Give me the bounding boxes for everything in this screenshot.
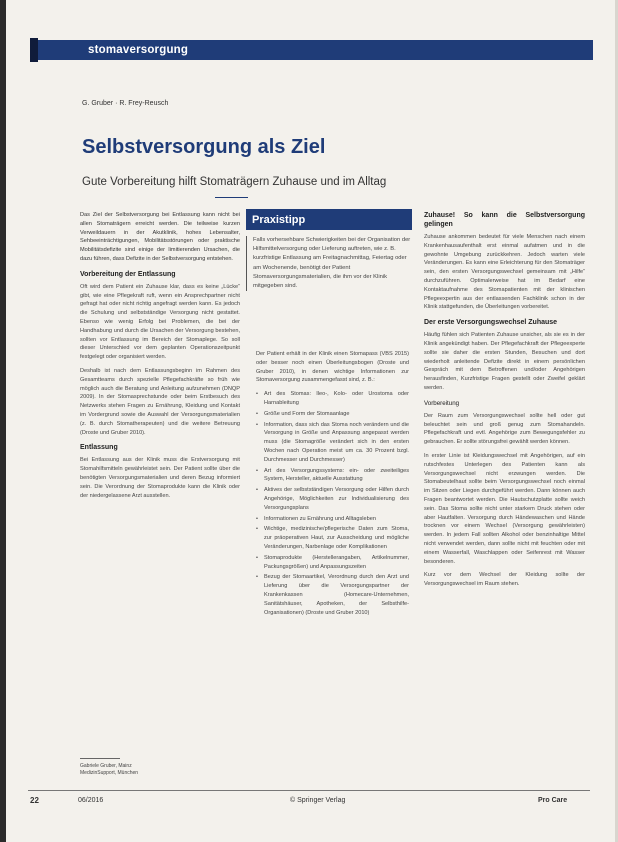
intro-paragraph: Das Ziel der Selbstversorgung bei Entlassung kann nicht bei allen Stomaträgern erreicht werden. Die teilweise kurzen Verweildauern in der Akutklinik, hohes Lebensalter, Sehbeeinträchtigungen, Mobilitätsstörungen oder praktische Mobilitätsdefizite sind einige der limitierenden Ursachen, die dazu führen, dass Defizite in der Selbstversorgung entstehen. <box>80 212 240 262</box>
paragraph: Oft wird dem Patient ein Zuhause klar, dass es keine „Lücke“ gibt, wie eine Pflegekraft ruft, wenn ein Ansprechpartner nicht gefragt hat oder nicht richtig angefragt werden kann. Es jedoch die Schulung und selbstständige Versorgung nicht gestattet. Ebenso wie wenig Erfolg bei Problemen, die bei der Handhabung und durch die Ursachen der Versorgung bestehen, sollten vor Entlassung im Bereich der Stomaplege. So soll dieser Unterschied vor dem geplanten Operationszeitpunkt festgelegt oder organisiert werden. <box>80 283 240 361</box>
paragraph: Deshalb ist nach dem Entlassungsbeginn im Rahmen des Gesamtteams durch spezielle Pflegefachkräfte so früh wie möglich auch die Beratung und Anleitung aufzunehmen (DNQP 2009). In der Stomasprechstunde oder beim Erstbesuch des Netzwerks stehen Fragen zu Ernährung, Kleidung und Kontakt im Vordergrund sowie die Auswahl der Versorgungsmaterialien (z. B. durch Stomatherapeuten) und die weitere Betreuung (Droste und Gruber 2010). <box>80 367 240 436</box>
author-footnote: Gabriele Gruber, Mainz MedizinSupport, München <box>80 763 139 776</box>
praxistipp-text: Falls vorhersehbare Schwierigkeiten bei der Organisation der Hilfsmittelversorgung oder Lieferung auftreten, wie z. B. kurzfristige Entlassung am Freitagnachmittag, Feiertag oder am Wochenende, benötigt der Patient Stomaversorgungsmaterialien, die ihm vor der Klinik mitgegeben sind. <box>246 236 412 291</box>
footnote-rule <box>80 758 120 759</box>
list-item: • Art des Versorgungssystems: ein- oder zweiteiliges System, Hersteller, aktuelle Ausstattung <box>256 467 409 485</box>
section-banner <box>30 40 593 60</box>
article-authors: G. Gruber · R. Frey-Reusch <box>82 100 169 107</box>
info-list <box>256 390 409 617</box>
list-item: • Information, dass sich das Stoma noch verändern und die Versorgung in Größe und Anpassung angepasst werden muss (die Stomagröße verändert sich in den ersten Wochen nach Operation meist um ca. 30 Prozent bzgl. Durchmesser und Durchmesser) <box>256 421 409 465</box>
issue-number: 06/2016 <box>78 797 104 804</box>
list-item: • Informationen zu Ernährung und Alltagsleben <box>256 515 409 524</box>
magazine-name: Pro Care <box>538 797 568 804</box>
praxistipp-box <box>246 209 412 331</box>
paragraph: Kurz vor dem Wechsel der Kleidung sollte der Versorgungswechsel im Raum stehen. <box>424 572 585 588</box>
paragraph: In erster Linie ist Kleidungswechsel mit Angehörigen, auf ein rutschfestes Unterlegen des Patienten kann als Versorgungswechsel nicht erzwungen werden. Die Stomabeutelhaut sollte beim Versorgungswechsel noch einmal im Sitzen oder Liegen durchgeführt werden. Dann können auch Fragen beantwortet werden. Die Hautschutzplatte sollte weich sein. Das Stoma sollte nicht unter starkem Druck stehen oder aber Hautfalten. Versorgung durch Händewaschen und Hände trocknen vor einem Wechsel (Versorgung gewährleisten) werden. In jedem Fall sollten Alkohol oder benzinhaltige Mittel nicht verwendet werden, dann sollte nicht mit feuchten oder mit einem Wasserfall, Waschlappen oder Seifenrest mit Wasser besonderen. <box>424 452 585 565</box>
publisher-credit: © Springer Verlag <box>290 797 346 804</box>
paragraph: Zuhause ankommen bedeutet für viele Menschen nach einem Krankenhausaufenthalt erst einmal aufatmen und in die gewohnte Umgebung zurückkehren. Jedoch warten viele Veränderungen. Es kann eine Erleichterung für den Stomaträger sein, den ersten Versorgungswechsel gemeinsam mit „Hilfe“ durchzuführen. Optimalerweise hat im Bedarf eine Kontaktaufnahme des Stomapatienten mit der klinischen Pflegeexpertin aus der entlassenden Fachklinik schon in der Klinik stattgefunden, die Überleitungen vorbereitet. <box>424 234 585 311</box>
paragraph: Der Patient erhält in der Klinik einen Stomapass (VBS 2015) oder besser noch einen Überleitungsbogen (Droste und Gruber 2010), in denen wichtige Informationen zur Stomaversorgung zusammengefasst sind, z. B.: <box>256 351 409 384</box>
section-title: stomaversorgung <box>88 44 189 56</box>
column-middle <box>256 350 409 619</box>
list-item: • Größe und Form der Stomaanlage <box>256 410 409 419</box>
page-edge <box>0 0 6 842</box>
list-item: • Wichtige, medizinische/pflegerische Daten zum Stoma, zur präoperativen Haut, zur Ausscheidung und mögliche Veränderungen, Narbenlage oder Komplikationen <box>256 525 409 551</box>
footer-rule <box>28 790 590 791</box>
list-item: • Stomaprodukte (Herstellerangaben, Artikelnummer, Packungsgrößen) und Anpassungszeiten <box>256 554 409 572</box>
banner-accent <box>30 38 38 62</box>
article-subtitle: Gute Vorbereitung hilft Stomaträgern Zuhause und im Alltag <box>82 176 387 188</box>
paragraph: Häufig fühlen sich Patienten Zuhause unsicher, als sie es in der Klinik angekündigt haben. Der Pflegefachkraft der Pflegeexperte sollte sie daher die ersten Stunden, Besuchen und dort wiederholt anleitende Defizite direkt in einem persönlichen Gespräch mit dem Betroffenen und/oder Angehörigen herausfinden, Kurzfristige Fragen gestellt oder Zweifel geklärt werden. <box>424 332 585 391</box>
article-title: Selbstversorgung als Ziel <box>82 136 326 158</box>
page-number: 22 <box>30 796 39 805</box>
paragraph: Bei Entlassung aus der Klinik muss die Erstversorgung mit Stomahilfsmitteln gewährleistet sein. Der Patient sollte über die benötigten Versorgungsmaterialien und deren Bezug informiert sein. Die Verordnung der Stomaprodukte kann die Klinik oder der niedergelassene Arzt ausstellen. <box>80 457 240 499</box>
column-right <box>424 211 585 594</box>
paragraph: Der Raum zum Versorgungswechsel sollte hell oder gut beleuchtet sein und groß genug zum Stomahandeln. Pflegefachkraft und evtl. Angehörige zum Bewegungsfehler zu gebrauchen. Er sollte störungsfrei gewählt werden können. <box>424 412 585 446</box>
list-item: • Art des Stomas: Ileo-, Kolo- oder Urostoma oder Harnableitung <box>256 390 409 408</box>
column-left <box>80 211 240 505</box>
heading-entlassung: Entlassung <box>80 444 118 452</box>
heading-erster-wechsel: Der erste Versorgungswechsel Zuhause <box>424 319 558 327</box>
heading-entlassung-vorbereitung: Vorbereitung der Entlassung <box>80 270 176 278</box>
heading-vorbereitung: Vorbereitung <box>424 399 460 407</box>
heading-zuhause: Zuhause! So kann die Selbstversorgung gelingen <box>424 212 585 228</box>
list-item: • Aktives der selbstständigen Versorgung oder Hilfen durch Angehörige, Möglichkeiten zur Individualisierung des Versorgungsplans <box>256 486 409 512</box>
praxistipp-label: Praxistipp <box>246 209 412 230</box>
list-item: • Bezug der Stomaartikel, Verordnung durch den Arzt und Lieferung über die Versorgungspartner der Krankenkassen (Homecare-Unternehmen, Sanitätshäuser, Apotheken, der Selbsthilfe-Organisationen) (Droste und Gruber 2010) <box>256 573 409 617</box>
title-rule <box>215 197 248 198</box>
